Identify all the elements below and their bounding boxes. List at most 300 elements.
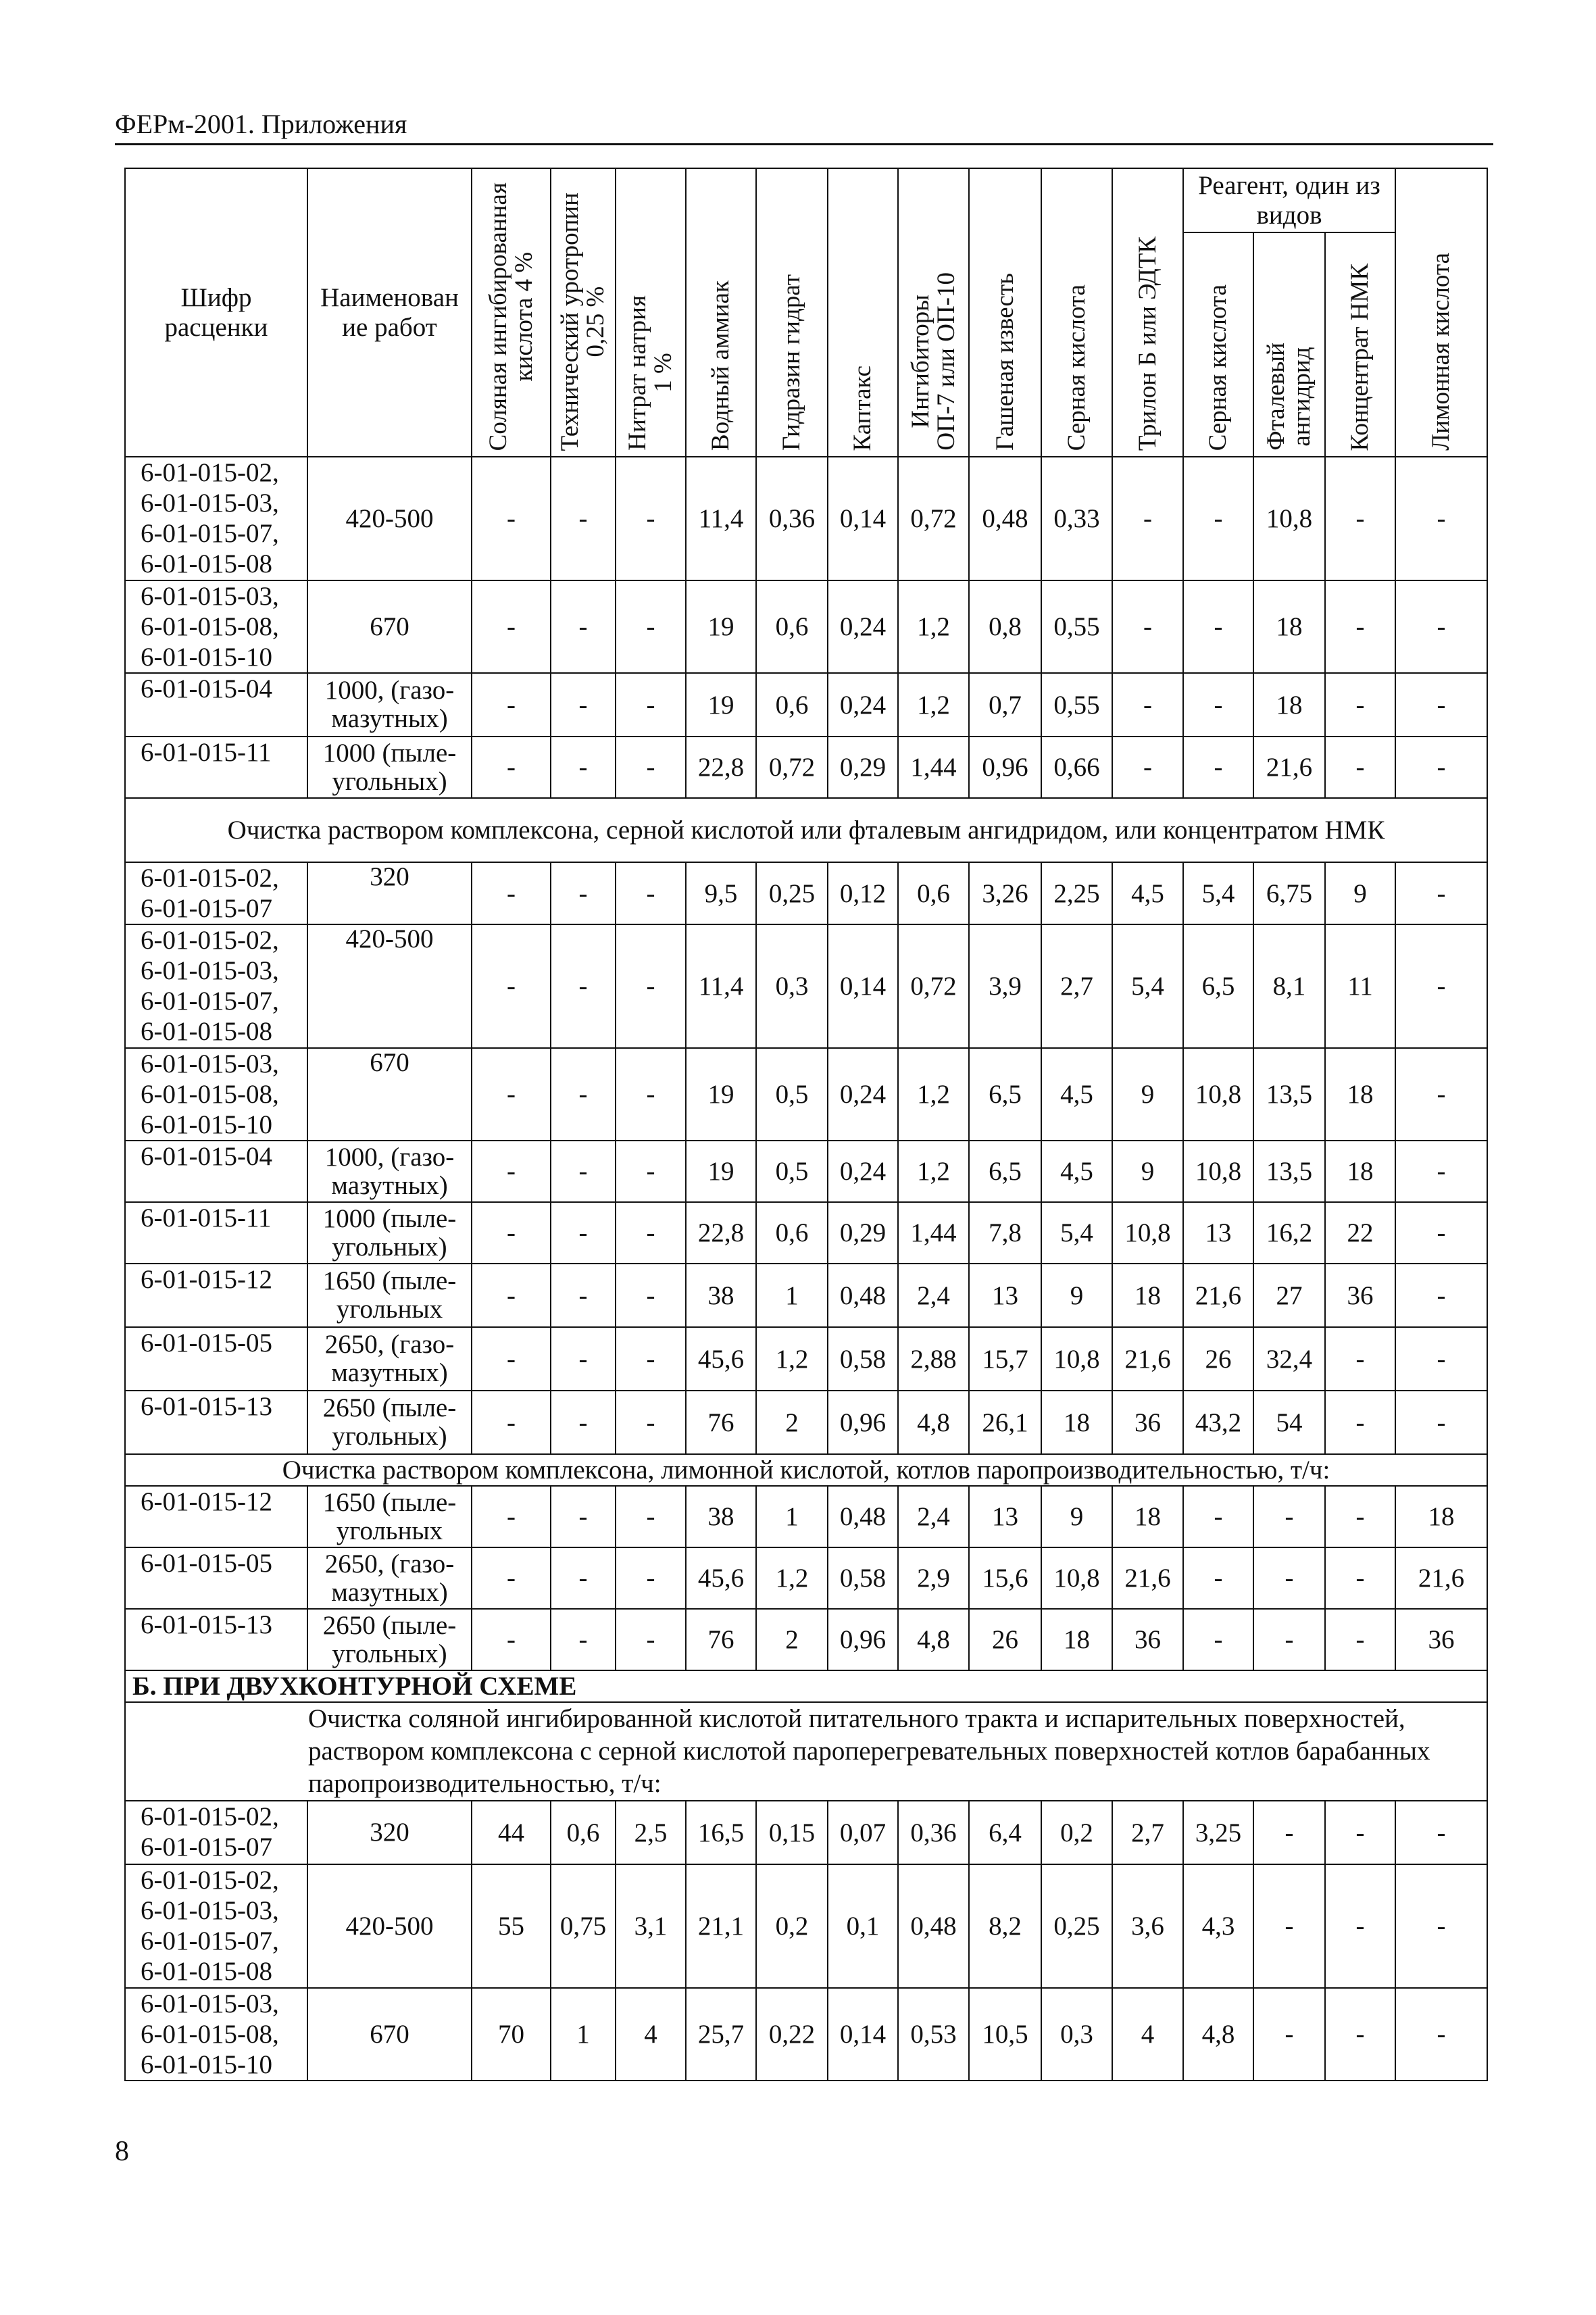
cell-value: - [472,1391,551,1454]
table-row [125,737,1487,798]
table-row [125,1609,1487,1670]
cell-value: 55 [472,1864,551,1988]
cell-value: 13 [969,1486,1041,1547]
cell-value: - [1325,1609,1395,1670]
cell-value: 0,96 [969,737,1041,798]
cell-work-name: 320 [307,1801,472,1864]
cell-value: 0,24 [828,1048,898,1141]
cell-value: 9,5 [686,862,756,924]
cell-value: 11,4 [686,457,756,580]
cell-value: - [616,1202,686,1264]
cell-value: - [1325,1486,1395,1547]
cell-code: 6-01-015-05 [125,1327,307,1391]
cell-value: 2,7 [1041,924,1112,1048]
cell-value: - [616,1327,686,1391]
cell-value: 0,6 [756,580,828,673]
cell-value: - [551,457,616,580]
cell-code: 6-01-015-03, 6-01-015-08, 6-01-015-10 [125,1988,307,2081]
cell-value: 0,48 [828,1264,898,1327]
table-row [125,1801,1487,1864]
cell-work-name: 2650 (пыле- угольных) [307,1391,472,1454]
cell-value: 1,44 [898,737,969,798]
table-row [125,1391,1487,1454]
table-row [125,1048,1487,1141]
cell-value: 10,8 [1041,1327,1112,1391]
cell-code: 6-01-015-02, 6-01-015-07 [125,1801,307,1864]
table-row [125,580,1487,673]
section-heading: Очистка соляной ингибированной кислотой питательного тракта и испарительных поверхностей, раствором комплексона с серной кислотой пароперегревательных поверхностей котлов барабанных паропроизводительностью, т/ч: [125,1702,1487,1801]
cell-value: - [551,737,616,798]
cell-code: 6-01-015-12 [125,1486,307,1547]
cell-value: 76 [686,1609,756,1670]
cell-value: 0,24 [828,673,898,737]
cell-value: - [1253,1547,1325,1609]
cell-value: 21,6 [1112,1547,1183,1609]
cell-value: 22,8 [686,1202,756,1264]
cell-value: 0,5 [756,1048,828,1141]
cell-value: - [472,580,551,673]
table-row [125,1264,1487,1327]
cell-value: 6,4 [969,1801,1041,1864]
cell-value: 2,7 [1112,1801,1183,1864]
cell-value: 18 [1112,1264,1183,1327]
header-reagent-6: Ингибиторы ОП-7 или ОП-10 [898,168,969,457]
cell-value: 0,12 [828,862,898,924]
cell-value: - [616,1141,686,1202]
cell-code: 6-01-015-02, 6-01-015-03, 6-01-015-07, 6-01-015-08 [125,1864,307,1988]
cell-value: 0,6 [756,1202,828,1264]
cell-value: - [616,1048,686,1141]
cell-value: - [1395,737,1487,798]
cell-value: 22 [1325,1202,1395,1264]
cell-value: - [1183,457,1253,580]
cell-value: 19 [686,580,756,673]
cell-work-name: 1000, (газо- мазутных) [307,1141,472,1202]
cell-value: 19 [686,1141,756,1202]
cell-value: 4,3 [1183,1864,1253,1988]
cell-value: 10,8 [1253,457,1325,580]
cell-value: 2,4 [898,1486,969,1547]
cell-value: 0,53 [898,1988,969,2081]
table-row [125,1141,1487,1202]
cell-value: 0,6 [756,673,828,737]
header-work-name: Наименован ие работ [307,168,472,457]
cell-value: - [1395,1048,1487,1141]
cell-value: 13,5 [1253,1048,1325,1141]
cell-value: 5,4 [1112,924,1183,1048]
cell-value: - [616,580,686,673]
cell-value: 45,6 [686,1547,756,1609]
table-row [125,1864,1487,1988]
cell-value: 18 [1395,1486,1487,1547]
cell-value: 0,55 [1041,580,1112,673]
cell-value: 18 [1041,1391,1112,1454]
cell-value: 13 [969,1264,1041,1327]
cell-value: 13 [1183,1202,1253,1264]
cell-value: 0,14 [828,457,898,580]
cell-value: 1 [756,1486,828,1547]
cell-value: 3,26 [969,862,1041,924]
cell-value: - [1395,1864,1487,1988]
cell-value: 9 [1112,1048,1183,1141]
cell-value: 0,24 [828,1141,898,1202]
cell-value: - [1395,924,1487,1048]
cell-value: - [1395,862,1487,924]
section-title: Б. ПРИ ДВУХКОНТУРНОЙ СХЕМЕ [125,1670,1487,1702]
cell-value: 38 [686,1486,756,1547]
cell-value: 0,29 [828,737,898,798]
cell-value: 36 [1325,1264,1395,1327]
cell-value: - [1325,673,1395,737]
cell-work-name: 1650 (пыле- угольных [307,1486,472,1547]
cell-value: 1,2 [898,580,969,673]
cell-value: 4,5 [1041,1141,1112,1202]
cell-value: - [1183,1609,1253,1670]
cell-value: 15,7 [969,1327,1041,1391]
cell-value: - [551,1327,616,1391]
cell-value: 3,1 [616,1864,686,1988]
cell-code: 6-01-015-11 [125,737,307,798]
cell-value: 0,72 [756,737,828,798]
cell-value: 21,6 [1395,1547,1487,1609]
table-row [125,673,1487,737]
cell-code: 6-01-015-04 [125,1141,307,1202]
cell-value: 21,6 [1183,1264,1253,1327]
cell-value: - [551,1202,616,1264]
header-reagent-group: Реагент, один из видов [1183,168,1395,232]
cell-value: 36 [1395,1609,1487,1670]
cell-value: - [616,1391,686,1454]
cell-value: 0,14 [828,1988,898,2081]
cell-value: - [551,1048,616,1141]
cell-value: 1,2 [898,1048,969,1141]
cell-value: - [1183,1486,1253,1547]
cell-value: 10,8 [1183,1048,1253,1141]
cell-value: 0,55 [1041,673,1112,737]
cell-value: - [616,457,686,580]
table-row [125,1486,1487,1547]
cell-value: 13,5 [1253,1141,1325,1202]
cell-value: 0,5 [756,1141,828,1202]
cell-value: 0,36 [898,1801,969,1864]
cell-value: 0,14 [828,924,898,1048]
cell-value: 0,66 [1041,737,1112,798]
cell-value: - [472,673,551,737]
cell-code: 6-01-015-13 [125,1391,307,1454]
cell-code: 6-01-015-05 [125,1547,307,1609]
cell-value: - [1253,1486,1325,1547]
section-row [125,798,1487,862]
cell-value: 0,58 [828,1547,898,1609]
cell-value: 0,22 [756,1988,828,2081]
cell-value: - [1112,673,1183,737]
cell-value: 0,3 [756,924,828,1048]
cell-value: 19 [686,673,756,737]
cell-value: 5,4 [1183,862,1253,924]
header-reagent-3: Водный аммиак [686,168,756,457]
cell-value: - [1325,1391,1395,1454]
cell-value: - [472,862,551,924]
cell-value: 10,5 [969,1988,1041,2081]
cell-code: 6-01-015-03, 6-01-015-08, 6-01-015-10 [125,580,307,673]
cell-value: - [472,1486,551,1547]
cell-code: 6-01-015-02, 6-01-015-03, 6-01-015-07, 6-01-015-08 [125,924,307,1048]
cell-value: 6,5 [1183,924,1253,1048]
cell-value: - [472,1327,551,1391]
cell-value: 4,8 [898,1609,969,1670]
cell-value: 54 [1253,1391,1325,1454]
cell-value: - [551,1141,616,1202]
cell-value: 44 [472,1801,551,1864]
cell-value: - [1112,580,1183,673]
cell-value: 0,6 [551,1801,616,1864]
table-row [125,1988,1487,2081]
cell-value: - [551,862,616,924]
cell-value: 18 [1112,1486,1183,1547]
cell-value: - [616,862,686,924]
cell-value: - [1253,1609,1325,1670]
cell-value: 1,2 [898,1141,969,1202]
cell-value: 0,25 [756,862,828,924]
cell-value: 32,4 [1253,1327,1325,1391]
cell-value: - [1325,737,1395,798]
cell-value: 18 [1041,1609,1112,1670]
cell-value: 0,24 [828,580,898,673]
table-row [125,457,1487,580]
cell-value: 0,07 [828,1801,898,1864]
cell-value: 10,8 [1112,1202,1183,1264]
cell-value: 22,8 [686,737,756,798]
cell-code: 6-01-015-04 [125,673,307,737]
cell-value: 0,72 [898,924,969,1048]
cell-work-name: 1650 (пыле- угольных [307,1264,472,1327]
cell-value: - [1183,1547,1253,1609]
cell-value: 4 [1112,1988,1183,2081]
table-row [125,1547,1487,1609]
cell-value: - [551,580,616,673]
cell-value: - [1395,457,1487,580]
cell-value: 1 [756,1264,828,1327]
cell-value: 0,48 [828,1486,898,1547]
cell-value: - [616,737,686,798]
cell-value: - [472,1547,551,1609]
cell-value: - [1253,1988,1325,2081]
cell-value: - [1325,580,1395,673]
cell-value: 2 [756,1391,828,1454]
cell-value: - [472,924,551,1048]
header-group-0: Серная кислота [1183,232,1253,457]
cell-value: - [551,924,616,1048]
cell-work-name: 1000 (пыле- угольных) [307,737,472,798]
cell-value: 5,4 [1041,1202,1112,1264]
header-citric-acid: Лимонная кислота [1395,168,1487,457]
cell-value: 38 [686,1264,756,1327]
cell-value: 0,96 [828,1391,898,1454]
cell-value: 3,6 [1112,1864,1183,1988]
cell-value: 3,25 [1183,1801,1253,1864]
cell-value: 0,8 [969,580,1041,673]
table-row [125,1202,1487,1264]
cell-value: - [1325,1864,1395,1988]
cell-value: - [1183,673,1253,737]
cell-value: 0,33 [1041,457,1112,580]
cell-value: 16,2 [1253,1202,1325,1264]
cell-value: - [1395,673,1487,737]
cell-value: 10,8 [1041,1547,1112,1609]
cell-value: - [1112,737,1183,798]
cell-value: - [1325,1801,1395,1864]
cell-value: 26 [1183,1327,1253,1391]
cell-value: 9 [1041,1486,1112,1547]
cell-code: 6-01-015-02, 6-01-015-03, 6-01-015-07, 6-01-015-08 [125,457,307,580]
cell-work-name: 420-500 [307,924,472,1048]
cell-value: - [551,1391,616,1454]
cell-value: - [472,1048,551,1141]
cell-value: 45,6 [686,1327,756,1391]
header-group-2: Концентрат НМК [1325,232,1395,457]
cell-value: 18 [1325,1141,1395,1202]
cell-work-name: 320 [307,862,472,924]
cell-value: 21,6 [1112,1327,1183,1391]
header-reagent-8: Серная кислота [1041,168,1112,457]
cell-value: - [1395,1264,1487,1327]
reagent-consumption-table [124,168,1488,2081]
cell-value: 0,48 [898,1864,969,1988]
cell-value: - [551,673,616,737]
cell-value: - [472,1202,551,1264]
cell-value: 10,8 [1183,1141,1253,1202]
cell-value: 0,48 [969,457,1041,580]
cell-value: - [616,1609,686,1670]
cell-value: - [1395,1327,1487,1391]
table-row [125,924,1487,1048]
section-row [125,1670,1487,1702]
cell-value: - [1325,457,1395,580]
section-row [125,1702,1487,1801]
cell-value: 2 [756,1609,828,1670]
cell-value: 6,5 [969,1141,1041,1202]
header-reagent-1: Технический уротропин 0,25 % [551,168,616,457]
cell-value: - [1253,1864,1325,1988]
section-row [125,1454,1487,1486]
cell-code: 6-01-015-02, 6-01-015-07 [125,862,307,924]
header-reagent-7: Гашеная известь [969,168,1041,457]
cell-value: - [1395,1391,1487,1454]
cell-value: - [1395,1988,1487,2081]
cell-value: - [1325,1988,1395,2081]
cell-value: - [616,1486,686,1547]
cell-work-name: 1000, (газо- мазутных) [307,673,472,737]
cell-work-name: 2650 (пыле- угольных) [307,1609,472,1670]
cell-value: 4,8 [1183,1988,1253,2081]
cell-value: - [551,1609,616,1670]
cell-value: 36 [1112,1609,1183,1670]
cell-value: 0,75 [551,1864,616,1988]
header-group-1: Фталевый ангидрид [1253,232,1325,457]
cell-value: 18 [1253,673,1325,737]
header-reagent-2: Нитрат натрия 1 % [616,168,686,457]
cell-work-name: 420-500 [307,1864,472,1988]
cell-value: 0,2 [1041,1801,1112,1864]
cell-value: - [1183,580,1253,673]
cell-work-name: 420-500 [307,457,472,580]
cell-value: 18 [1253,580,1325,673]
cell-value: 9 [1325,862,1395,924]
cell-value: 8,1 [1253,924,1325,1048]
cell-value: 0,7 [969,673,1041,737]
cell-value: 2,5 [616,1801,686,1864]
cell-value: 11 [1325,924,1395,1048]
cell-value: 7,8 [969,1202,1041,1264]
cell-value: - [1325,1327,1395,1391]
cell-value: - [1395,580,1487,673]
cell-value: 0,6 [898,862,969,924]
cell-value: - [551,1264,616,1327]
cell-code: 6-01-015-03, 6-01-015-08, 6-01-015-10 [125,1048,307,1141]
cell-value: 70 [472,1988,551,2081]
cell-value: 0,96 [828,1609,898,1670]
cell-value: - [1395,1202,1487,1264]
cell-value: 4 [616,1988,686,2081]
cell-value: 3,9 [969,924,1041,1048]
cell-value: - [616,1264,686,1327]
cell-value: 6,75 [1253,862,1325,924]
cell-value: 25,7 [686,1988,756,2081]
header-code: Шифр расценки [125,168,307,457]
cell-value: 0,58 [828,1327,898,1391]
cell-value: 1,2 [898,673,969,737]
cell-work-name: 1000 (пыле- угольных) [307,1202,472,1264]
cell-value: 6,5 [969,1048,1041,1141]
cell-value: 1,2 [756,1547,828,1609]
cell-value: 43,2 [1183,1391,1253,1454]
cell-value: 0,29 [828,1202,898,1264]
cell-value: 0,2 [756,1864,828,1988]
cell-work-name: 670 [307,1048,472,1141]
cell-value: - [1112,457,1183,580]
cell-code: 6-01-015-13 [125,1609,307,1670]
cell-value: 0,72 [898,457,969,580]
cell-value: - [616,924,686,1048]
cell-value: 4,8 [898,1391,969,1454]
section-heading: Очистка раствором комплексона, лимонной кислотой, котлов паропроизводительностью, т/ч: [125,1454,1487,1486]
cell-value: - [1395,1801,1487,1864]
cell-value: - [472,737,551,798]
cell-value: 19 [686,1048,756,1141]
cell-value: - [472,457,551,580]
cell-code: 6-01-015-11 [125,1202,307,1264]
cell-value: 76 [686,1391,756,1454]
table-row [125,1327,1487,1391]
cell-value: - [472,1264,551,1327]
cell-value: - [616,1547,686,1609]
cell-value: 2,88 [898,1327,969,1391]
cell-value: 8,2 [969,1864,1041,1988]
header-reagent-5: Каптакс [828,168,898,457]
cell-value: - [1253,1801,1325,1864]
cell-value: 9 [1112,1141,1183,1202]
cell-value: 4,5 [1112,862,1183,924]
cell-value: 26,1 [969,1391,1041,1454]
cell-work-name: 670 [307,1988,472,2081]
cell-value: - [1395,1141,1487,1202]
cell-value: 18 [1325,1048,1395,1141]
section-heading: Очистка раствором комплексона, серной кислотой или фталевым ангидридом, или концентратом НМК [125,798,1487,862]
cell-value: - [616,673,686,737]
cell-value: - [551,1486,616,1547]
cell-value: 1,2 [756,1327,828,1391]
cell-value: 15,6 [969,1547,1041,1609]
